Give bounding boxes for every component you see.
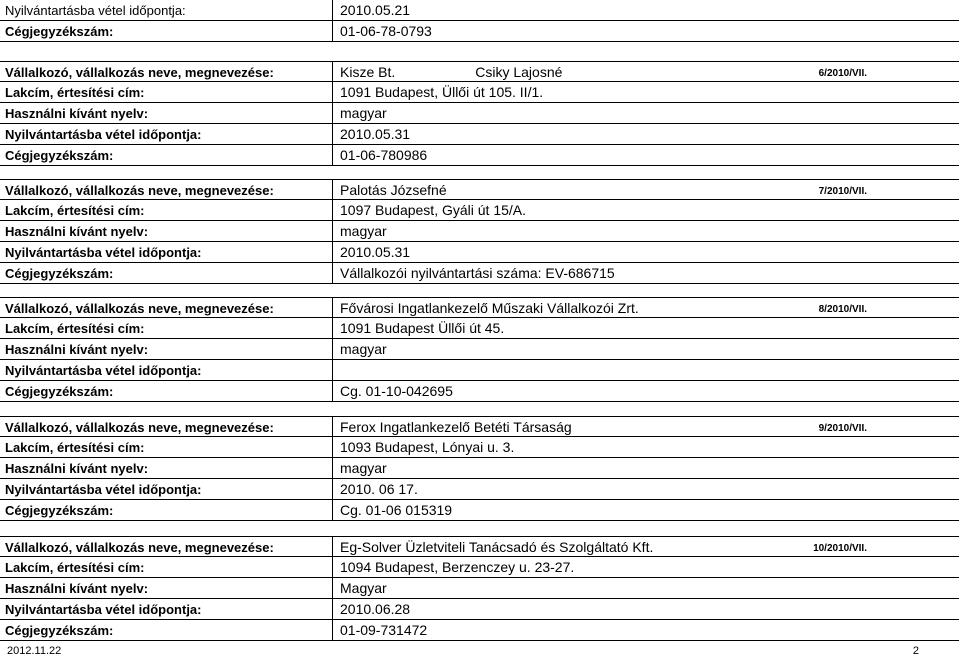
- value-reg: 01-09-731472: [340, 622, 428, 638]
- field-nyelv: [0, 339, 959, 360]
- label-lakcim: Lakcím, értesítési cím:: [5, 560, 145, 575]
- label-cegjegyzekszam: Cégjegyzékszám:: [5, 24, 114, 39]
- field-lakcim: [0, 437, 959, 458]
- field-cegjegyzekszam: [0, 500, 959, 521]
- record-number: 6/2010/VII.: [818, 68, 867, 79]
- value-language: magyar: [340, 460, 387, 476]
- value-cegjegyzekszam: 01-06-78-0793: [340, 23, 432, 39]
- label-nyilvantartas: Nyilvántartásba vétel időpontja:: [5, 482, 202, 497]
- value-address: 1093 Budapest, Lónyai u. 3.: [340, 439, 515, 455]
- value-address: 1097 Budapest, Gyáli út 15/A.: [340, 202, 527, 218]
- field-vallalkozo: [0, 297, 959, 318]
- field-nyelv: [0, 578, 959, 599]
- field-nyilvantartas: [0, 242, 959, 263]
- value-reg: Cg. 01-06 015319: [340, 502, 453, 518]
- label-cegjegyzekszam: Cégjegyzékszám:: [5, 384, 114, 399]
- label-nyilvantartas: Nyilvántartásba vétel időpontja:: [5, 363, 202, 378]
- record-6: [0, 61, 959, 166]
- page-number: 2: [912, 645, 919, 657]
- value-language: Magyar: [340, 580, 387, 596]
- value-address: 1091 Budapest, Üllői út 105. II/1.: [340, 84, 544, 100]
- field-cegjegyzekszam: [0, 21, 959, 42]
- value-address: 1091 Budapest Üllői út 45.: [340, 320, 505, 336]
- value-address: 1094 Budapest, Berzenczey u. 23-27.: [340, 559, 575, 575]
- field-cegjegyzekszam: [0, 145, 959, 166]
- label-nyilvantartas: Nyilvántartásba vétel időpontja:: [5, 127, 202, 142]
- label-nyilvantartas: Nyilvántartásba vétel időpontja:: [5, 3, 186, 18]
- label-vallalkozo: Vállalkozó, vállalkozás neve, megnevezése:: [5, 420, 274, 435]
- field-cegjegyzekszam: [0, 620, 959, 641]
- value-date: 2010.05.31: [340, 126, 411, 142]
- field-vallalkozo: [0, 416, 959, 437]
- label-lakcim: Lakcím, értesítési cím:: [5, 321, 145, 336]
- value-reg: Vállalkozói nyilvántartási száma: EV-686715: [340, 265, 615, 281]
- column-divider: [332, 61, 333, 166]
- label-lakcim: Lakcím, értesítési cím:: [5, 85, 145, 100]
- record-number: 7/2010/VII.: [818, 186, 867, 197]
- label-nyelv: Használni kívánt nyelv:: [5, 224, 149, 239]
- field-nyilvantartas: [0, 0, 959, 21]
- label-nyelv: Használni kívánt nyelv:: [5, 106, 149, 121]
- field-cegjegyzekszam: [0, 263, 959, 284]
- label-cegjegyzekszam: Cégjegyzékszám:: [5, 503, 114, 518]
- field-nyelv: [0, 458, 959, 479]
- record-9: [0, 416, 959, 521]
- record-7: [0, 179, 959, 284]
- column-divider: [332, 536, 333, 641]
- label-vallalkozo: Vállalkozó, vállalkozás neve, megnevezése:: [5, 183, 274, 198]
- label-lakcim: Lakcím, értesítési cím:: [5, 203, 145, 218]
- field-lakcim: [0, 557, 959, 578]
- value-date: 2010. 06 17.: [340, 481, 418, 497]
- label-nyelv: Használni kívánt nyelv:: [5, 581, 149, 596]
- record-8: [0, 297, 959, 402]
- value-name: Eg-Solver Üzletviteli Tanácsadó és Szolgáltató Kft.: [340, 539, 654, 555]
- field-nyilvantartas: [0, 360, 959, 381]
- field-nyilvantartas: [0, 599, 959, 620]
- field-nyilvantartas: [0, 479, 959, 500]
- value-date: 2010.06.28: [340, 601, 411, 617]
- label-vallalkozo: Vállalkozó, vállalkozás neve, megnevezése:: [5, 301, 274, 316]
- record-10: [0, 536, 959, 641]
- label-cegjegyzekszam: Cégjegyzékszám:: [5, 623, 114, 638]
- label-cegjegyzekszam: Cégjegyzékszám:: [5, 148, 114, 163]
- value-name: Fővárosi Ingatlankezelő Műszaki Vállalkozói Zrt.: [340, 300, 639, 316]
- column-divider: [332, 297, 333, 402]
- value-reg: 01-06-780986: [340, 147, 428, 163]
- value-name: Ferox Ingatlankezelő Betéti Társaság: [340, 419, 572, 435]
- field-nyilvantartas: [0, 124, 959, 145]
- footer-date: 2012.11.22: [7, 645, 62, 657]
- field-lakcim: [0, 318, 959, 339]
- column-divider: [332, 0, 333, 42]
- field-vallalkozo: [0, 61, 959, 82]
- record-number: 10/2010/VII.: [813, 543, 867, 554]
- field-lakcim: [0, 200, 959, 221]
- value-name: Palotás Józsefné: [340, 182, 447, 198]
- label-nyilvantartas: Nyilvántartásba vétel időpontja:: [5, 602, 202, 617]
- value-name: Kisze Bt. Csiky Lajosné: [340, 64, 563, 80]
- field-lakcim: [0, 82, 959, 103]
- label-nyelv: Használni kívánt nyelv:: [5, 342, 149, 357]
- label-cegjegyzekszam: Cégjegyzékszám:: [5, 266, 114, 281]
- field-nyelv: [0, 103, 959, 124]
- column-divider: [332, 416, 333, 521]
- value-nyilvantartas: 2010.05.21: [340, 2, 411, 18]
- label-lakcim: Lakcím, értesítési cím:: [5, 440, 145, 455]
- label-vallalkozo: Vállalkozó, vállalkozás neve, megnevezése:: [5, 65, 274, 80]
- field-vallalkozo: [0, 536, 959, 557]
- record-number: 9/2010/VII.: [818, 423, 867, 434]
- value-language: magyar: [340, 223, 387, 239]
- field-vallalkozo: [0, 179, 959, 200]
- field-nyelv: [0, 221, 959, 242]
- value-date: 2010.05.31: [340, 244, 411, 260]
- value-reg: Cg. 01-10-042695: [340, 383, 453, 399]
- value-language: magyar: [340, 105, 387, 121]
- column-divider: [332, 179, 333, 284]
- record-number: 8/2010/VII.: [818, 304, 867, 315]
- field-cegjegyzekszam: [0, 381, 959, 402]
- label-vallalkozo: Vállalkozó, vállalkozás neve, megnevezése:: [5, 540, 274, 555]
- label-nyelv: Használni kívánt nyelv:: [5, 461, 149, 476]
- record-partial-top: [0, 0, 959, 42]
- value-language: magyar: [340, 341, 387, 357]
- label-nyilvantartas: Nyilvántartásba vétel időpontja:: [5, 245, 202, 260]
